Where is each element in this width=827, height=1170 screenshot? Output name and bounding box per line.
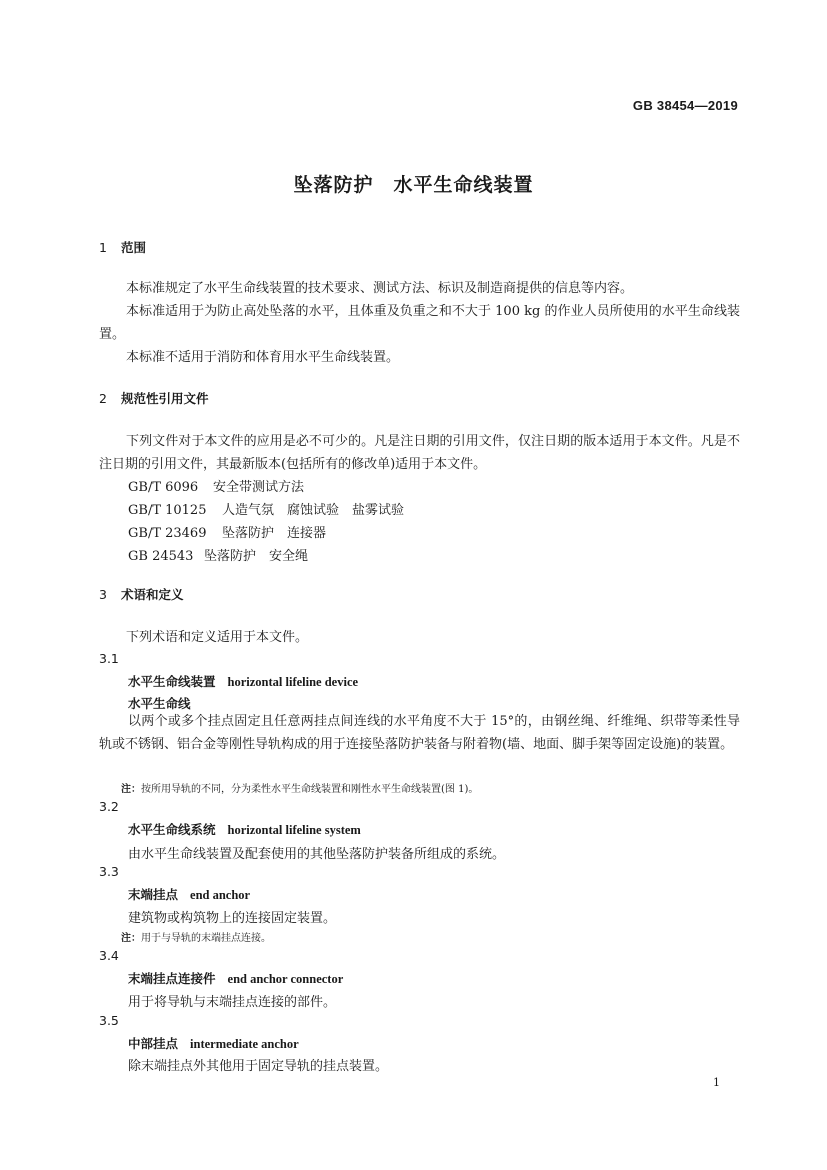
term-en: end anchor (190, 888, 251, 902)
term-en: horizontal lifeline system (227, 823, 361, 837)
scope-paragraph-2: 本标准适用于为防止高处坠落的水平，且体重及负重之和不大于 100 kg 的作业人员所使用的水平生命线装置。 (99, 304, 740, 342)
term-zh: 末端挂点连接件 (128, 971, 216, 986)
scope-paragraph-3: 本标准不适用于消防和体育用水平生命线装置。 (126, 350, 400, 365)
term-zh: 水平生命线装置 (128, 674, 216, 689)
reference-item (128, 499, 404, 518)
terms-intro: 下列术语和定义适用于本文件。 (126, 630, 309, 645)
note-text: 用于与导轨的末端挂点连接。 (141, 933, 271, 944)
section-title: 范围 (121, 240, 147, 255)
term-definition: 除末端挂点外其他用于固定导轨的挂点装置。 (128, 1059, 389, 1074)
page-number: 1 (713, 1076, 720, 1089)
section-number: 1 (99, 240, 107, 255)
reference-code: GB 24543 (128, 549, 194, 564)
reference-item (128, 476, 304, 495)
note-label: 注： (121, 933, 141, 944)
section-3-heading (99, 585, 184, 603)
term-definition: 由水平生命线装置及配套使用的其他坠落防护装备所组成的系统。 (128, 847, 506, 862)
reference-code: GB/T 6096 (128, 480, 199, 495)
term-zh: 水平生命线系统 (128, 822, 216, 837)
term-heading (128, 672, 358, 690)
section-title: 规范性引用文件 (121, 391, 209, 406)
section-2-heading (99, 389, 209, 407)
reference-code: GB/T 10125 (128, 503, 207, 518)
term-en: horizontal lifeline device (227, 675, 359, 689)
section-number: 3 (99, 587, 107, 602)
term-zh: 末端挂点 (128, 887, 179, 902)
reference-item (128, 522, 326, 541)
clause-number: 3.1 (99, 651, 119, 666)
clause-number: 3.5 (99, 1013, 119, 1028)
clause-number: 3.4 (99, 948, 119, 963)
reference-title: 坠落防护 安全绳 (204, 549, 309, 564)
term-en: intermediate anchor (190, 1037, 299, 1051)
section-number: 2 (99, 391, 107, 406)
scope-paragraph-1: 本标准规定了水平生命线装置的技术要求、测试方法、标识及制造商提供的信息等内容。 (126, 281, 634, 296)
term-note (121, 780, 478, 795)
note-label: 注： (121, 784, 141, 795)
section-1-heading (99, 238, 146, 256)
reference-title: 人造气氛 腐蚀试验 盐雾试验 (222, 503, 405, 518)
clause-number: 3.3 (99, 864, 119, 879)
clause-number: 3.2 (99, 799, 119, 814)
term-definition: 用于将导轨与末端挂点连接的部件。 (128, 995, 337, 1010)
note-text: 按所用导轨的不同，分为柔性水平生命线装置和刚性水平生命线装置(图 1)。 (141, 784, 479, 795)
term-zh: 中部挂点 (128, 1036, 179, 1051)
term-definition: 建筑物或构筑物上的连接固定装置。 (128, 911, 337, 926)
references-intro: 下列文件对于本文件的应用是必不可少的。凡是注日期的引用文件，仅注日期的版本适用于本文件。凡是不注日期的引用文件，其最新版本(包括所有的修改单)适用于本文件。 (99, 434, 740, 472)
reference-item (128, 545, 308, 564)
section-title: 术语和定义 (121, 587, 184, 602)
term-heading (128, 1034, 299, 1052)
term-heading (128, 820, 361, 838)
term-synonym: 水平生命线 (128, 696, 191, 711)
term-heading (128, 885, 250, 903)
term-definition: 以两个或多个挂点固定且任意两挂点间连线的水平角度不大于 15°的，由钢丝绳、纤维绳、织带等柔性导轨或不锈钢、铝合金等刚性导轨构成的用于连接坠落防护装备与附着物(墙、地面、脚手架等固定设施)的装置。 (99, 714, 740, 752)
term-note (121, 929, 271, 944)
reference-title: 坠落防护 连接器 (222, 526, 327, 541)
reference-code: GB/T 23469 (128, 526, 207, 541)
term-heading (128, 969, 343, 987)
standard-code: GB 38454—2019 (632, 98, 738, 113)
document-title: 坠落防护 水平生命线装置 (293, 174, 534, 196)
reference-title: 安全带测试方法 (213, 480, 305, 495)
term-en: end anchor connector (227, 972, 344, 986)
